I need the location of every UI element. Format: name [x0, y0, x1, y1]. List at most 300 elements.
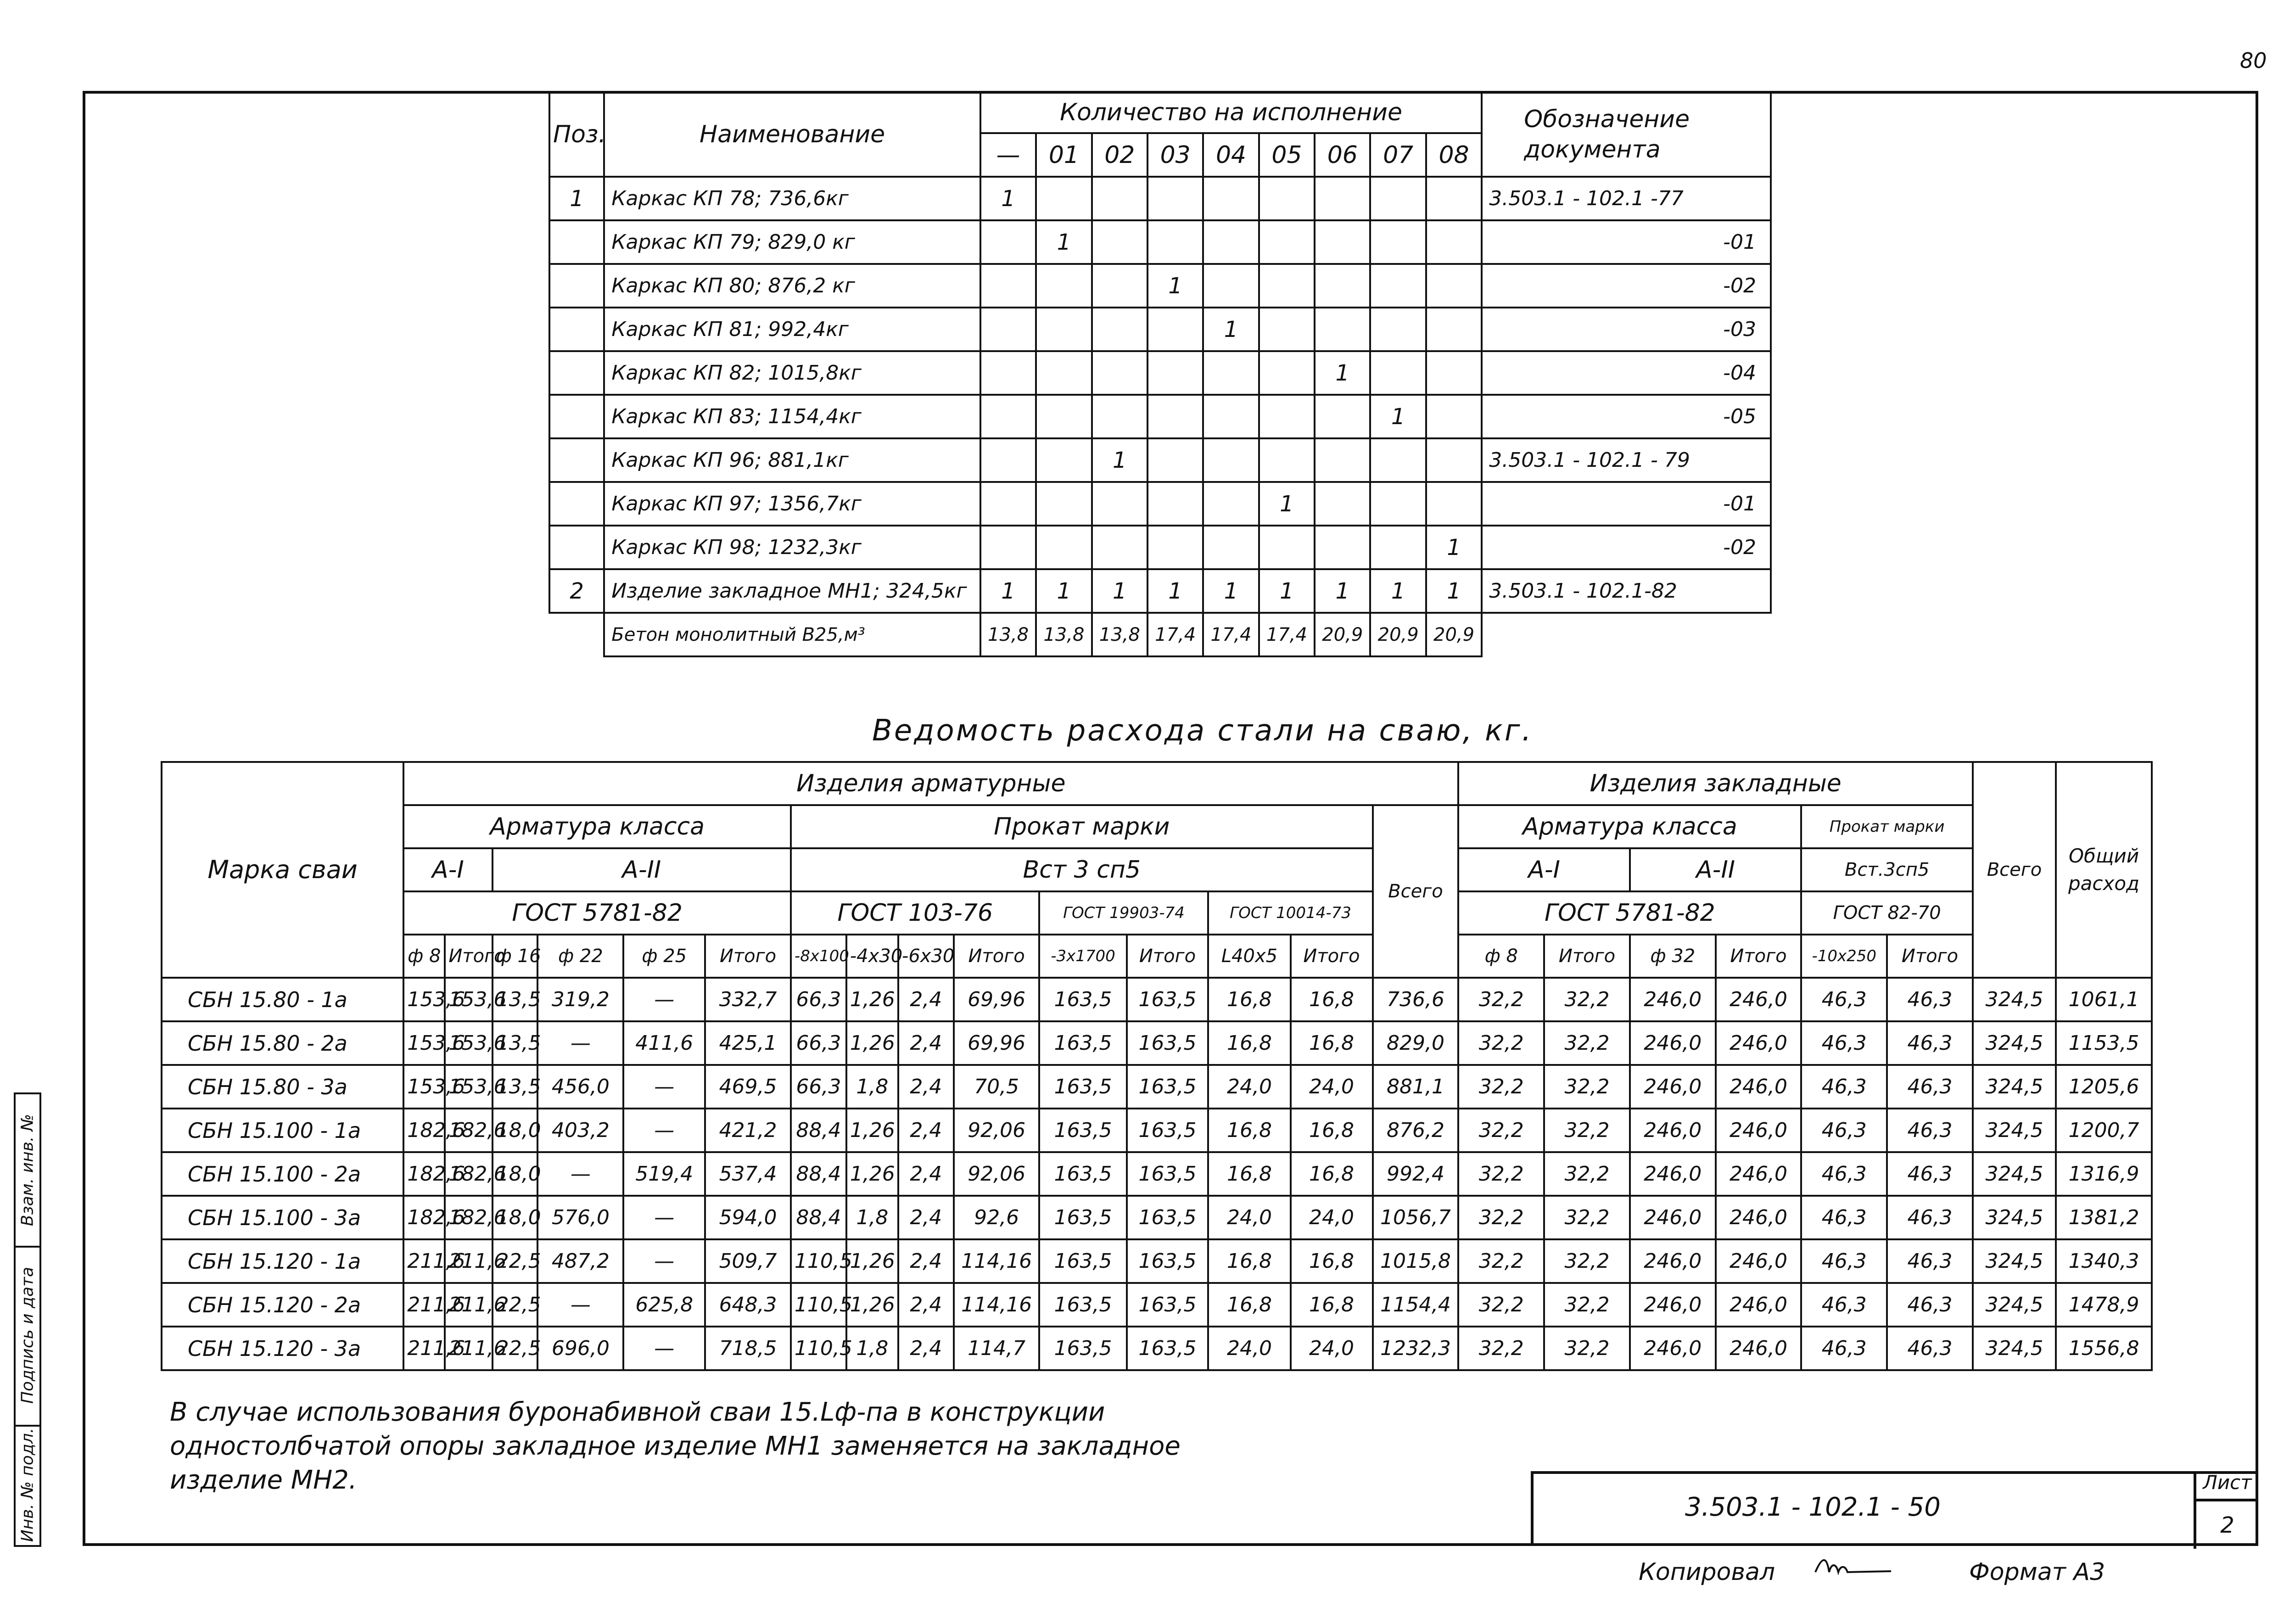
spec-pos — [549, 482, 604, 526]
spec-qty — [1148, 482, 1203, 526]
spec-qty — [980, 308, 1036, 351]
steel-value: 456,0 — [537, 1065, 623, 1109]
steel-mark: СБН 15.80 - 2а — [162, 1021, 403, 1065]
spec-qty: 1 — [1148, 569, 1203, 613]
steel-value: 411,6 — [623, 1021, 705, 1065]
header-embedded-items: Изделия закладные — [1458, 762, 1973, 805]
steel-value: 1,26 — [846, 1152, 898, 1196]
spec-qty — [1036, 482, 1092, 526]
steel-value: 1232,3 — [1373, 1327, 1459, 1370]
steel-column-header: Итого — [1544, 935, 1630, 978]
steel-value: 32,2 — [1544, 1283, 1630, 1327]
steel-column-header: -6х30 — [898, 935, 954, 978]
spec-qty — [1370, 264, 1426, 308]
header-gost-82: ГОСТ 82-70 — [1801, 891, 1973, 935]
spec-blank — [549, 613, 604, 656]
header-embedded-class-a2: А-II — [1630, 848, 1802, 891]
steel-value: — — [623, 1239, 705, 1283]
steel-value: 469,5 — [705, 1065, 791, 1109]
steel-value: 16,8 — [1291, 978, 1373, 1021]
steel-value: 46,3 — [1887, 1021, 1973, 1065]
spec-qty — [1315, 482, 1370, 526]
steel-value: 16,8 — [1208, 1152, 1290, 1196]
steel-value: — — [537, 1283, 623, 1327]
spec-qty — [1426, 264, 1482, 308]
steel-column-header: Итого — [445, 935, 492, 978]
steel-column-header: Итого — [705, 935, 791, 978]
steel-value: 876,2 — [1373, 1109, 1459, 1152]
format-label: Формат А3 — [1969, 1558, 2105, 1586]
steel-row — [162, 1152, 2152, 1196]
spec-row — [549, 351, 1771, 395]
steel-mark: СБН 15.80 - 1а — [162, 978, 403, 1021]
steel-value: 163,5 — [1039, 1109, 1126, 1152]
header-embedded-vst: Вст.3сп5 — [1801, 848, 1973, 891]
spec-qty — [1036, 351, 1092, 395]
steel-value: 163,5 — [1127, 1109, 1209, 1152]
steel-value: 2,4 — [898, 1109, 954, 1152]
steel-row — [162, 978, 2152, 1021]
steel-value: 211,6 — [445, 1283, 492, 1327]
spec-qty — [1259, 264, 1315, 308]
spec-qty — [980, 526, 1036, 569]
steel-value: 18,0 — [493, 1109, 538, 1152]
page-number: 80 — [2240, 48, 2267, 73]
steel-value: 110,5 — [791, 1327, 846, 1370]
steel-value: 736,6 — [1373, 978, 1459, 1021]
steel-value: 324,5 — [1973, 1065, 2056, 1109]
steel-value: 163,5 — [1039, 1196, 1126, 1239]
steel-value: 2,4 — [898, 1239, 954, 1283]
steel-column-header: -4х30 — [846, 935, 898, 978]
steel-value: 246,0 — [1716, 1021, 1802, 1065]
spec-qty — [1315, 308, 1370, 351]
spec-doc: -02 — [1482, 526, 1771, 569]
steel-value: 32,2 — [1458, 1239, 1544, 1283]
qty-column-header: — — [980, 133, 1036, 177]
steel-value: 163,5 — [1127, 978, 1209, 1021]
steel-mark: СБН 15.100 - 3а — [162, 1196, 403, 1239]
spec-doc: 3.503.1 - 102.1 - 79 — [1482, 438, 1771, 482]
steel-value: 1,26 — [846, 1021, 898, 1065]
header-gost-10014: ГОСТ 10014-73 — [1208, 891, 1372, 935]
steel-value: 32,2 — [1544, 978, 1630, 1021]
spec-concrete-qty: 20,9 — [1370, 613, 1426, 656]
spec-qty: 1 — [1203, 308, 1259, 351]
spec-qty — [1092, 308, 1148, 351]
steel-value: 246,0 — [1630, 1327, 1716, 1370]
header-doc: Обозначение документа — [1482, 92, 1771, 177]
steel-column-header: ф 25 — [623, 935, 705, 978]
spec-row — [549, 482, 1771, 526]
spec-qty — [1259, 526, 1315, 569]
steel-value: 163,5 — [1127, 1152, 1209, 1196]
spec-qty: 1 — [1370, 395, 1426, 438]
steel-value: 46,3 — [1801, 1196, 1887, 1239]
spec-qty: 1 — [1092, 438, 1148, 482]
spec-qty — [1092, 395, 1148, 438]
steel-value: 13,5 — [493, 1065, 538, 1109]
steel-value: — — [623, 978, 705, 1021]
header-qty: Количество на исполнение — [980, 92, 1482, 133]
steel-value: 114,7 — [954, 1327, 1040, 1370]
spec-qty: 1 — [1259, 482, 1315, 526]
steel-value: 509,7 — [705, 1239, 791, 1283]
steel-value: 246,0 — [1630, 978, 1716, 1021]
spec-qty — [980, 220, 1036, 264]
steel-value: 66,3 — [791, 978, 846, 1021]
steel-row — [162, 1109, 2152, 1152]
steel-value: 211,6 — [445, 1239, 492, 1283]
steel-value: 246,0 — [1630, 1021, 1716, 1065]
steel-value: 576,0 — [537, 1196, 623, 1239]
spec-pos — [549, 220, 604, 264]
steel-column-header: Итого — [1291, 935, 1373, 978]
steel-value: 246,0 — [1630, 1152, 1716, 1196]
steel-value: 625,8 — [623, 1283, 705, 1327]
steel-value: 66,3 — [791, 1021, 846, 1065]
approval-sidebar — [14, 1092, 41, 1547]
spec-qty — [1092, 177, 1148, 220]
steel-value: 324,5 — [1973, 978, 2056, 1021]
steel-value: 2,4 — [898, 1283, 954, 1327]
steel-value: 92,6 — [954, 1196, 1040, 1239]
spec-qty — [1203, 395, 1259, 438]
steel-value: 110,5 — [791, 1239, 846, 1283]
steel-column-header: Итого — [954, 935, 1040, 978]
steel-value: 1015,8 — [1373, 1239, 1459, 1283]
steel-value: 46,3 — [1801, 1065, 1887, 1109]
spec-qty — [1370, 220, 1426, 264]
spec-name: Изделие закладное МН1; 324,5кг — [604, 569, 980, 613]
steel-value: 16,8 — [1208, 978, 1290, 1021]
spec-qty — [1203, 482, 1259, 526]
steel-value: 153,6 — [445, 1021, 492, 1065]
header-embedded-gost-5781: ГОСТ 5781-82 — [1458, 891, 1801, 935]
steel-value: 153,6 — [445, 978, 492, 1021]
steel-value: 1205,6 — [2056, 1065, 2152, 1109]
steel-value: 32,2 — [1544, 1109, 1630, 1152]
spec-name: Каркас КП 96; 881,1кг — [604, 438, 980, 482]
steel-value: 1061,1 — [2056, 978, 2152, 1021]
steel-value: 46,3 — [1887, 1152, 1973, 1196]
steel-value: 246,0 — [1716, 1239, 1802, 1283]
steel-value: 92,06 — [954, 1152, 1040, 1196]
steel-value: 2,4 — [898, 1065, 954, 1109]
steel-value: 153,6 — [403, 1065, 445, 1109]
steel-value: 211,6 — [403, 1239, 445, 1283]
header-gost-103: ГОСТ 103-76 — [791, 891, 1040, 935]
spec-qty: 1 — [1203, 569, 1259, 613]
spec-qty — [1315, 438, 1370, 482]
steel-value: 1200,7 — [2056, 1109, 2152, 1152]
spec-qty — [1148, 351, 1203, 395]
steel-value: 46,3 — [1887, 1327, 1973, 1370]
spec-qty — [980, 482, 1036, 526]
spec-qty — [980, 351, 1036, 395]
spec-qty — [980, 438, 1036, 482]
steel-value: 1478,9 — [2056, 1283, 2152, 1327]
header-class-a1: А-I — [403, 848, 492, 891]
steel-value: 246,0 — [1716, 1283, 1802, 1327]
spec-concrete-qty: 17,4 — [1203, 613, 1259, 656]
steel-value: 24,0 — [1291, 1327, 1373, 1370]
steel-value: 46,3 — [1887, 1283, 1973, 1327]
spec-row — [549, 220, 1771, 264]
spec-concrete-qty: 13,8 — [1092, 613, 1148, 656]
spec-qty — [1203, 264, 1259, 308]
steel-value: 32,2 — [1544, 1021, 1630, 1065]
steel-value: 696,0 — [537, 1327, 623, 1370]
steel-value: 246,0 — [1716, 1152, 1802, 1196]
steel-value: 211,6 — [403, 1283, 445, 1327]
spec-row — [549, 438, 1771, 482]
steel-value: 246,0 — [1716, 1065, 1802, 1109]
spec-pos: 2 — [549, 569, 604, 613]
steel-value: 163,5 — [1039, 1327, 1126, 1370]
spec-qty — [1370, 438, 1426, 482]
spec-qty: 1 — [980, 569, 1036, 613]
steel-column-header: Итого — [1887, 935, 1973, 978]
steel-value: — — [623, 1065, 705, 1109]
steel-value: 46,3 — [1887, 1196, 1973, 1239]
spec-qty — [1092, 482, 1148, 526]
steel-value: 421,2 — [705, 1109, 791, 1152]
spec-doc: -01 — [1482, 482, 1771, 526]
qty-column-header: 03 — [1148, 133, 1203, 177]
steel-value: 32,2 — [1458, 1196, 1544, 1239]
steel-value: 32,2 — [1458, 1327, 1544, 1370]
steel-column-header: ф 16 — [493, 935, 538, 978]
steel-value: 13,5 — [493, 978, 538, 1021]
steel-value: 1153,5 — [2056, 1021, 2152, 1065]
steel-value: 182,6 — [445, 1109, 492, 1152]
qty-column-header: 05 — [1259, 133, 1315, 177]
steel-value: 32,2 — [1544, 1196, 1630, 1239]
spec-name: Каркас КП 82; 1015,8кг — [604, 351, 980, 395]
steel-row — [162, 1021, 2152, 1065]
steel-column-header: ф 8 — [1458, 935, 1544, 978]
steel-value: 18,0 — [493, 1196, 538, 1239]
sheet-box — [2194, 1471, 2258, 1549]
copied-by-label: Копировал — [1639, 1558, 1775, 1586]
steel-value: 182,6 — [403, 1152, 445, 1196]
steel-value: 46,3 — [1801, 1239, 1887, 1283]
spec-qty — [1148, 177, 1203, 220]
header-pos: Поз. — [549, 92, 604, 177]
steel-value: 69,96 — [954, 1021, 1040, 1065]
steel-value: 32,2 — [1458, 1109, 1544, 1152]
steel-value: 163,5 — [1039, 1021, 1126, 1065]
steel-value: 1,26 — [846, 1109, 898, 1152]
steel-value: 24,0 — [1291, 1065, 1373, 1109]
steel-value: 24,0 — [1208, 1327, 1290, 1370]
steel-value: 182,6 — [403, 1196, 445, 1239]
spec-qty — [980, 395, 1036, 438]
spec-qty: 1 — [1036, 569, 1092, 613]
steel-value: 163,5 — [1127, 1239, 1209, 1283]
spec-qty: 1 — [980, 177, 1036, 220]
steel-value: 88,4 — [791, 1152, 846, 1196]
steel-value: 32,2 — [1544, 1327, 1630, 1370]
header-class-a2: А-II — [493, 848, 791, 891]
steel-value: 24,0 — [1208, 1065, 1290, 1109]
spec-qty — [1426, 482, 1482, 526]
header-total-consumption: Общий расход — [2056, 762, 2152, 978]
spec-row — [549, 395, 1771, 438]
qty-column-header: 06 — [1315, 133, 1370, 177]
steel-value: 16,8 — [1208, 1239, 1290, 1283]
spec-qty — [1203, 351, 1259, 395]
steel-row — [162, 1327, 2152, 1370]
spec-qty — [1259, 220, 1315, 264]
steel-column-header: Итого — [1127, 935, 1209, 978]
steel-column-header: -10х250 — [1801, 935, 1887, 978]
steel-value: 163,5 — [1127, 1283, 1209, 1327]
steel-value: 1,8 — [846, 1065, 898, 1109]
steel-value: 46,3 — [1887, 1109, 1973, 1152]
spec-doc: -04 — [1482, 351, 1771, 395]
header-gost-19903: ГОСТ 19903-74 — [1039, 891, 1208, 935]
spec-doc: -03 — [1482, 308, 1771, 351]
spec-name: Бетон монолитный В25,м³ — [604, 613, 980, 656]
steel-column-header: L40х5 — [1208, 935, 1290, 978]
steel-value: 46,3 — [1801, 1327, 1887, 1370]
spec-qty — [980, 264, 1036, 308]
spec-qty — [1036, 438, 1092, 482]
steel-value: 163,5 — [1127, 1327, 1209, 1370]
steel-value: — — [623, 1327, 705, 1370]
steel-mark: СБН 15.120 - 3а — [162, 1327, 403, 1370]
steel-value: 519,4 — [623, 1152, 705, 1196]
steel-value: 246,0 — [1716, 1109, 1802, 1152]
spec-pos — [549, 526, 604, 569]
steel-mark: СБН 15.100 - 1а — [162, 1109, 403, 1152]
sheet-label: Лист — [2196, 1471, 2258, 1501]
spec-qty: 1 — [1092, 569, 1148, 613]
spec-qty — [1148, 526, 1203, 569]
steel-value: 163,5 — [1039, 1239, 1126, 1283]
header-rolled-mark: Прокат марки — [791, 805, 1373, 848]
spec-pos — [549, 264, 604, 308]
steel-consumption-table — [161, 761, 2153, 1371]
steel-column-header: -8х100 — [791, 935, 846, 978]
document-code: 3.503.1 - 102.1 - 50 — [1685, 1492, 1941, 1522]
spec-qty — [1148, 438, 1203, 482]
steel-value: 163,5 — [1039, 1152, 1126, 1196]
steel-value: 718,5 — [705, 1327, 791, 1370]
steel-value: 1,8 — [846, 1196, 898, 1239]
spec-concrete-qty: 20,9 — [1426, 613, 1482, 656]
steel-value: — — [623, 1109, 705, 1152]
spec-concrete-qty: 17,4 — [1148, 613, 1203, 656]
spec-name: Каркас КП 81; 992,4кг — [604, 308, 980, 351]
steel-value: 16,8 — [1291, 1239, 1373, 1283]
steel-value: 246,0 — [1630, 1065, 1716, 1109]
steel-value: 829,0 — [1373, 1021, 1459, 1065]
spec-qty — [1426, 308, 1482, 351]
steel-table-title: Ведомость расхода стали на сваю, кг. — [872, 714, 1533, 748]
steel-value: 16,8 — [1208, 1283, 1290, 1327]
note-text: В случае использования буронабивной сваи 15.Lф-па в конструкции одностолбчатой опоры закладное изделие МН1 заменяется на закладное изделие МН2. — [170, 1397, 1181, 1495]
steel-row — [162, 1065, 2152, 1109]
spec-qty: 1 — [1036, 220, 1092, 264]
spec-concrete-qty: 13,8 — [1036, 613, 1092, 656]
header-armature-items: Изделия арматурные — [403, 762, 1458, 805]
steel-value: — — [537, 1152, 623, 1196]
steel-value: 16,8 — [1208, 1021, 1290, 1065]
steel-value: 211,6 — [445, 1327, 492, 1370]
steel-value: 324,5 — [1973, 1283, 2056, 1327]
steel-value: 537,4 — [705, 1152, 791, 1196]
spec-qty: 1 — [1315, 569, 1370, 613]
steel-value: 182,6 — [445, 1152, 492, 1196]
steel-column-header: ф 8 — [403, 935, 445, 978]
steel-value: 246,0 — [1716, 978, 1802, 1021]
spec-qty: 1 — [1426, 569, 1482, 613]
spec-qty — [1426, 220, 1482, 264]
spec-qty — [1148, 395, 1203, 438]
spec-qty — [1092, 526, 1148, 569]
spec-pos — [549, 395, 604, 438]
spec-qty — [1370, 526, 1426, 569]
steel-value: 425,1 — [705, 1021, 791, 1065]
steel-mark: СБН 15.120 - 2а — [162, 1283, 403, 1327]
steel-value: 992,4 — [1373, 1152, 1459, 1196]
spec-row — [549, 264, 1771, 308]
steel-value: 163,5 — [1039, 1065, 1126, 1109]
steel-value: 114,16 — [954, 1283, 1040, 1327]
spec-name: Каркас КП 78; 736,6кг — [604, 177, 980, 220]
signature — [1813, 1554, 1896, 1581]
spec-concrete-qty: 20,9 — [1315, 613, 1370, 656]
steel-value: 594,0 — [705, 1196, 791, 1239]
spec-qty — [1315, 526, 1370, 569]
steel-value: 324,5 — [1973, 1239, 2056, 1283]
spec-qty — [1203, 220, 1259, 264]
steel-mark: СБН 15.80 - 3а — [162, 1065, 403, 1109]
spec-qty — [1036, 177, 1092, 220]
qty-column-header: 08 — [1426, 133, 1482, 177]
steel-value: 163,5 — [1039, 978, 1126, 1021]
steel-value: 16,8 — [1291, 1109, 1373, 1152]
sheet-number: 2 — [2220, 1512, 2234, 1538]
steel-value: 246,0 — [1716, 1327, 1802, 1370]
spec-concrete-qty: 17,4 — [1259, 613, 1315, 656]
specification-table — [549, 91, 1772, 657]
steel-value: 153,6 — [403, 978, 445, 1021]
steel-column-header: ф 32 — [1630, 935, 1716, 978]
spec-doc: 3.503.1 - 102.1 -77 — [1482, 177, 1771, 220]
steel-value: 32,2 — [1458, 978, 1544, 1021]
steel-value: 182,6 — [445, 1196, 492, 1239]
spec-row — [549, 177, 1771, 220]
qty-column-header: 04 — [1203, 133, 1259, 177]
spec-name: Каркас КП 80; 876,2 кг — [604, 264, 980, 308]
spec-name: Каркас КП 79; 829,0 кг — [604, 220, 980, 264]
spec-qty: 1 — [1315, 351, 1370, 395]
steel-row — [162, 1283, 2152, 1327]
spec-qty — [1370, 351, 1426, 395]
steel-value: 163,5 — [1127, 1021, 1209, 1065]
header-embedded-class-a1: А-I — [1458, 848, 1630, 891]
steel-value: 70,5 — [954, 1065, 1040, 1109]
spec-qty — [1259, 308, 1315, 351]
header-armature-class: Арматура класса — [403, 805, 791, 848]
steel-value: 92,06 — [954, 1109, 1040, 1152]
header-gost-5781: ГОСТ 5781-82 — [403, 891, 791, 935]
spec-qty — [1370, 482, 1426, 526]
